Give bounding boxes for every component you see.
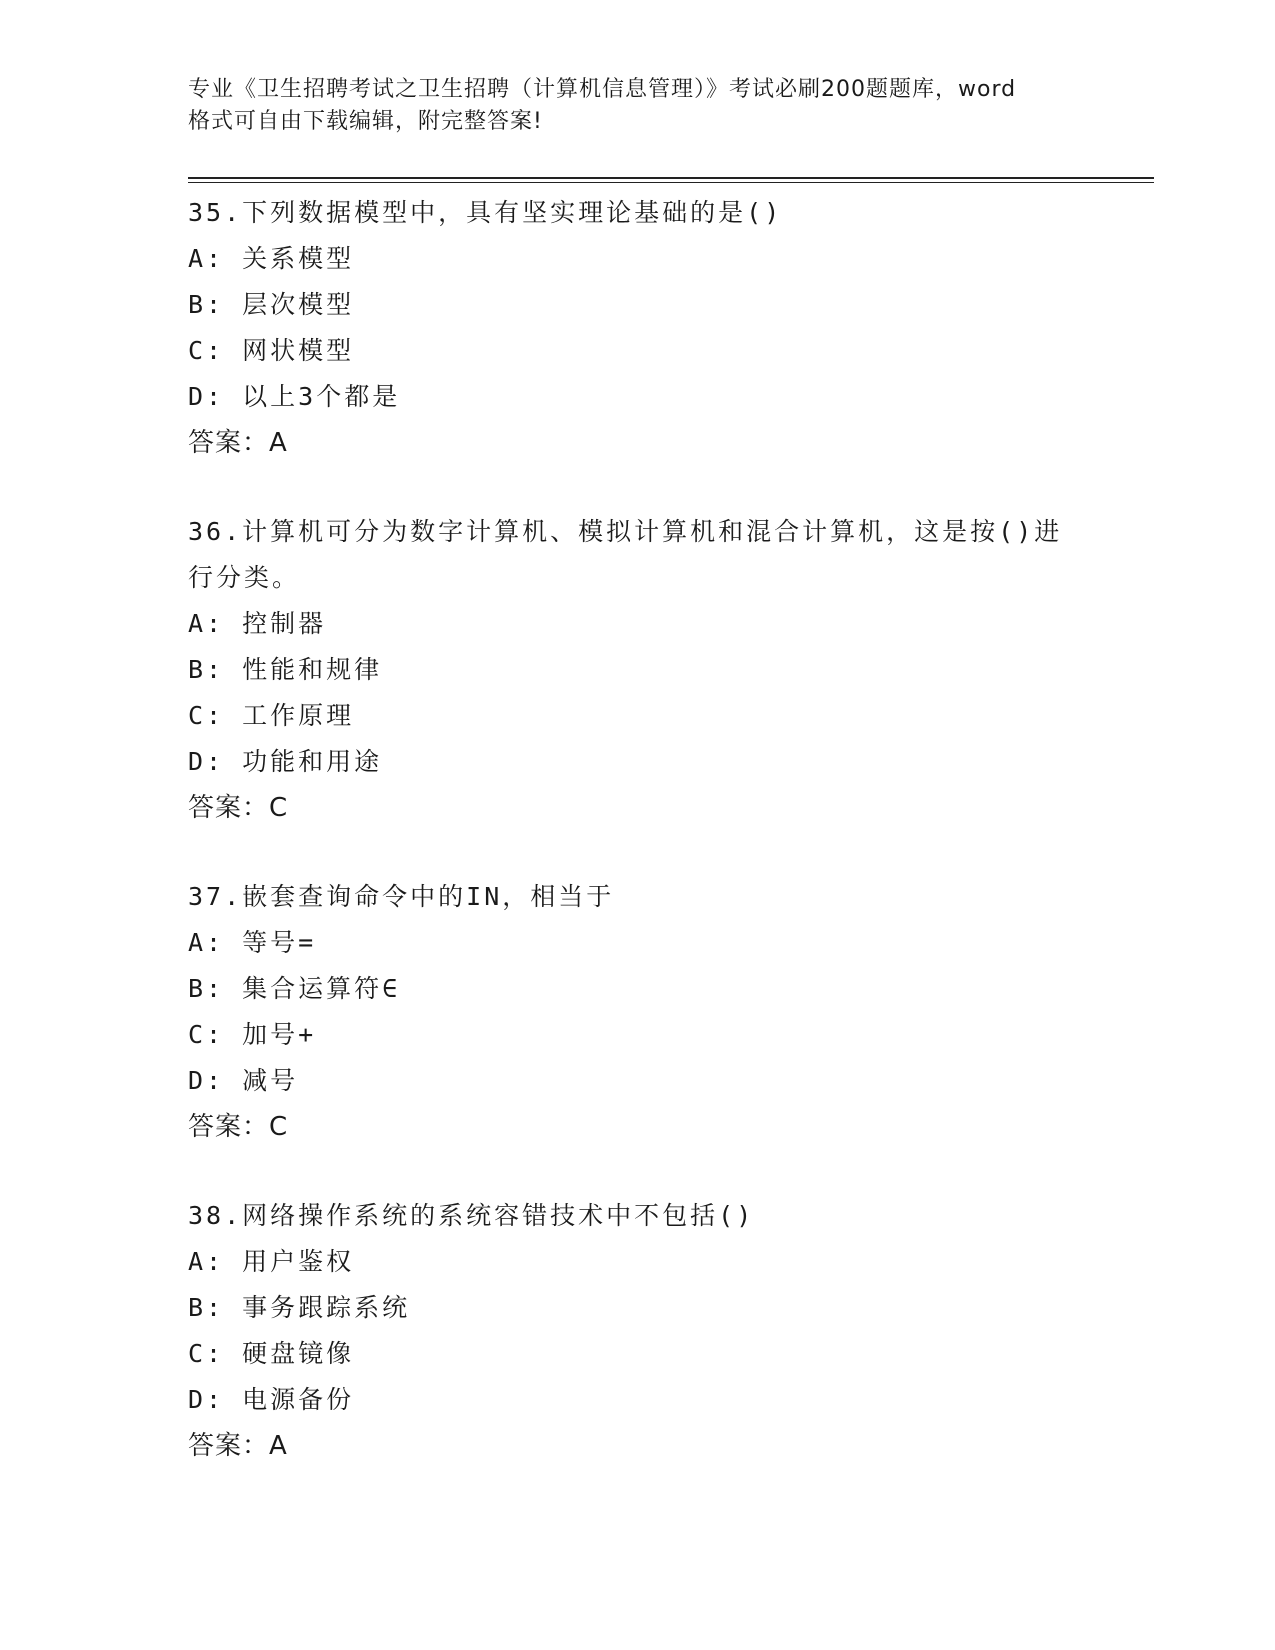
option-c: C: 加号+ <box>188 1020 317 1049</box>
answer: 答案：C <box>188 1112 289 1142</box>
answer: 答案：A <box>188 1431 288 1461</box>
option-b: B: 事务跟踪系统 <box>188 1293 411 1322</box>
header-line-1: 专业《卫生招聘考试之卫生招聘（计算机信息管理）》考试必刷200题题库，word <box>188 77 1017 102</box>
header-line-2: 格式可自由下载编辑，附完整答案! <box>188 109 543 134</box>
question-list <box>188 190 1088 1512</box>
option-c: C: 网状模型 <box>188 336 355 365</box>
option-b: B: 层次模型 <box>188 290 355 319</box>
question-38 <box>188 1193 1088 1469</box>
question-36 <box>188 509 1088 831</box>
question-37 <box>188 874 1088 1150</box>
option-a: A: 等号= <box>188 928 317 957</box>
option-c: C: 硬盘镜像 <box>188 1339 355 1368</box>
header-divider-thick <box>188 177 1154 179</box>
question-stem: 37.嵌套查询命令中的IN，相当于 <box>188 882 615 911</box>
option-d: D: 功能和用途 <box>188 747 383 776</box>
option-a: A: 控制器 <box>188 609 327 638</box>
option-d: D: 减号 <box>188 1066 299 1095</box>
option-c: C: 工作原理 <box>188 701 355 730</box>
question-stem: 38.网络操作系统的系统容错技术中不包括() <box>188 1201 755 1230</box>
option-a: A: 用户鉴权 <box>188 1247 355 1276</box>
question-stem: 36.计算机可分为数字计算机、模拟计算机和混合计算机，这是按()进行分类。 <box>188 517 1063 592</box>
answer: 答案：C <box>188 793 289 823</box>
header-divider-thin <box>188 182 1154 183</box>
question-35 <box>188 190 1088 466</box>
answer: 答案：A <box>188 428 288 458</box>
option-b: B: 集合运算符∈ <box>188 974 401 1003</box>
option-d: D: 以上3个都是 <box>188 382 401 411</box>
option-d: D: 电源备份 <box>188 1385 355 1414</box>
option-a: A: 关系模型 <box>188 244 355 273</box>
document-header <box>188 74 1088 138</box>
question-stem: 35.下列数据模型中，具有坚实理论基础的是() <box>188 198 783 227</box>
option-b: B: 性能和规律 <box>188 655 383 684</box>
